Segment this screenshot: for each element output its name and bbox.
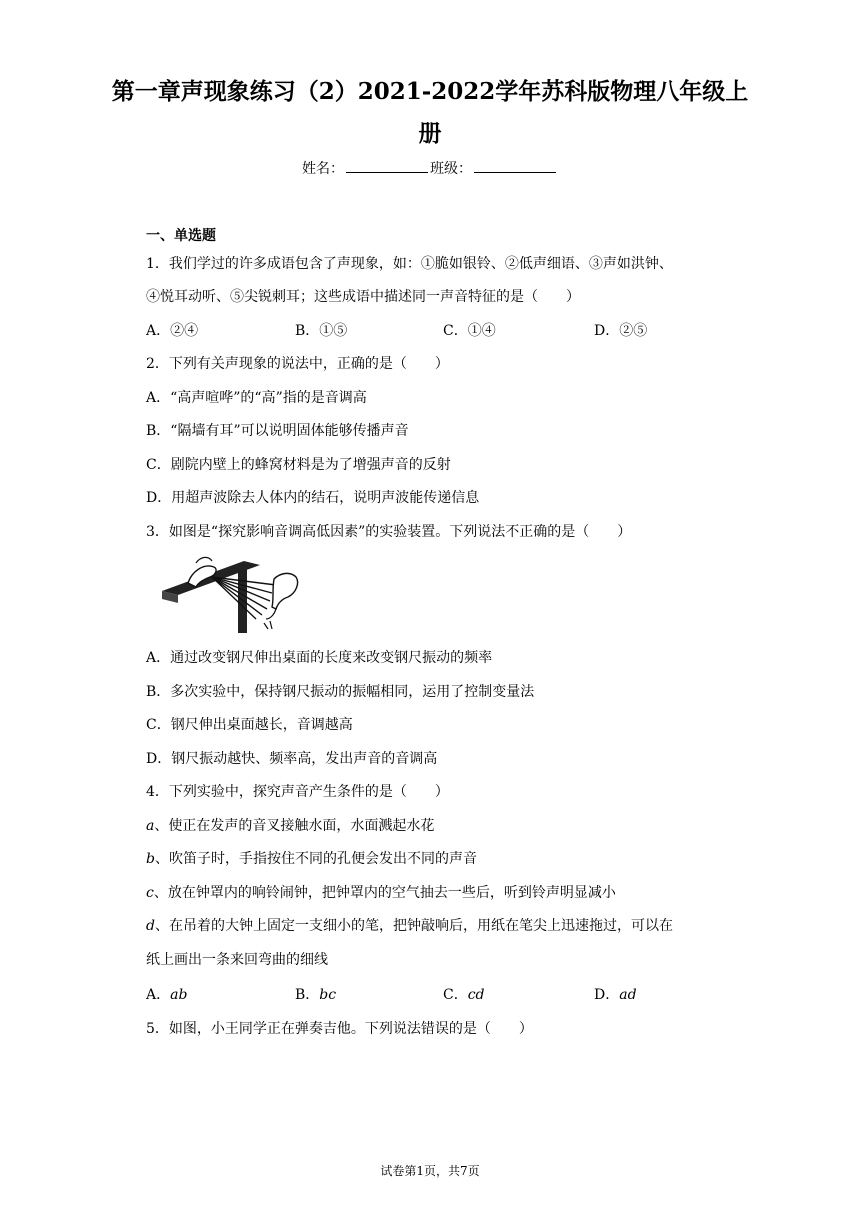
q2-option-b[interactable]: B．“隔墙有耳”可以说明固体能够传播声音 xyxy=(146,423,409,439)
name-blank[interactable] xyxy=(346,158,428,173)
q4-item-d xyxy=(146,916,673,936)
q4-option-b-prefix: B． xyxy=(295,987,320,1003)
q4-item-d-letter: d xyxy=(146,918,155,934)
q1-option-a[interactable]: A．②④ xyxy=(146,323,199,339)
page-footer: 试卷第1页，共7页 xyxy=(380,1164,480,1178)
q4-option-c-value: cd xyxy=(467,987,485,1003)
plucking-hand-icon xyxy=(272,573,298,609)
q3-option-c[interactable]: C．钢尺伸出桌面越长，音调越高 xyxy=(146,717,353,733)
q2-stem: 2．下列有关声现象的说法中，正确的是（ ） xyxy=(146,356,449,372)
q4-item-b xyxy=(146,849,477,869)
q4-option-b[interactable] xyxy=(295,985,336,1005)
ruler-experiment-figure xyxy=(152,553,302,635)
q4-item-b-text: 、吹笛子时，手指按住不同的孔便会发出不同的声音 xyxy=(154,851,477,867)
q4-option-d[interactable] xyxy=(594,985,637,1005)
q4-stem: 4．下列实验中，探究声音产生条件的是（ ） xyxy=(146,784,449,800)
q4-option-b-value: bc xyxy=(319,987,337,1003)
q4-item-c-text: 、放在钟罩内的响铃闹钟，把钟罩内的空气抽去一些后，听到铃声明显减小 xyxy=(153,885,616,901)
q3-option-b[interactable]: B．多次实验中，保持钢尺振动的振幅相同，运用了控制变量法 xyxy=(146,684,535,700)
student-info-line xyxy=(0,158,860,179)
q4-option-d-value: ad xyxy=(619,987,637,1003)
q2-option-d[interactable]: D．用超声波除去人体内的结石，说明声波能传递信息 xyxy=(146,490,480,506)
q1-stem-line1: 1．我们学过的许多成语包含了声现象，如：①脆如银铃、②低声细语、③声如洪钟、 xyxy=(146,256,673,272)
q2-option-a[interactable]: A．“高声喧哗”的“高”指的是音调高 xyxy=(146,390,367,406)
q4-option-c[interactable] xyxy=(443,985,485,1005)
page-title-line2: 册 xyxy=(418,120,442,147)
q3-option-a[interactable]: A．通过改变钢尺伸出桌面的长度来改变钢尺振动的频率 xyxy=(146,650,493,666)
q1-option-b[interactable]: B．①⑤ xyxy=(295,323,348,339)
q1-option-d[interactable]: D．②⑤ xyxy=(594,323,648,339)
class-label: 班级： xyxy=(430,161,472,177)
q4-option-a-value: ab xyxy=(170,987,188,1003)
q4-option-a-prefix: A． xyxy=(146,987,171,1003)
q3-option-d[interactable]: D．钢尺振动越快、频率高，发出声音的音调高 xyxy=(146,751,438,767)
q4-item-a-letter: a xyxy=(146,818,155,834)
page-title-line1: 第一章声现象练习（2）2021-2022学年苏科版物理八年级上 xyxy=(111,78,749,105)
q4-item-c xyxy=(146,883,616,903)
q4-option-c-prefix: C． xyxy=(443,987,468,1003)
q2-option-c[interactable]: C．剧院内壁上的蜂窝材料是为了增强声音的反射 xyxy=(146,457,451,473)
q4-item-c-letter: c xyxy=(146,885,154,901)
name-label: 姓名： xyxy=(302,161,344,177)
q4-item-a-text: 、使正在发声的音叉接触水面，水面溅起水花 xyxy=(154,818,435,834)
q4-option-d-prefix: D． xyxy=(594,987,620,1003)
q4-item-b-letter: b xyxy=(146,851,155,867)
q4-item-d-continuation: 纸上画出一条来回弯曲的细线 xyxy=(146,952,328,968)
q3-stem: 3．如图是“探究影响音调高低因素”的实验装置。下列说法不正确的是（ ） xyxy=(146,524,632,540)
q4-item-a xyxy=(146,816,434,836)
q5-stem: 5．如图，小王同学正在弹奏吉他。下列说法错误的是（ ） xyxy=(146,1021,533,1037)
class-blank[interactable] xyxy=(474,158,556,173)
q1-stem-line2: ④悦耳动听、⑤尖锐刺耳；这些成语中描述同一声音特征的是（ ） xyxy=(146,289,580,305)
q1-option-c[interactable]: C．①④ xyxy=(443,323,496,339)
q4-item-d-text: 、在吊着的大钟上固定一支细小的笔，把钟敲响后，用纸在笔尖上迅速拖过，可以在 xyxy=(154,918,673,934)
q4-option-a[interactable] xyxy=(146,985,187,1005)
section-title: 一、单选题 xyxy=(146,228,216,244)
